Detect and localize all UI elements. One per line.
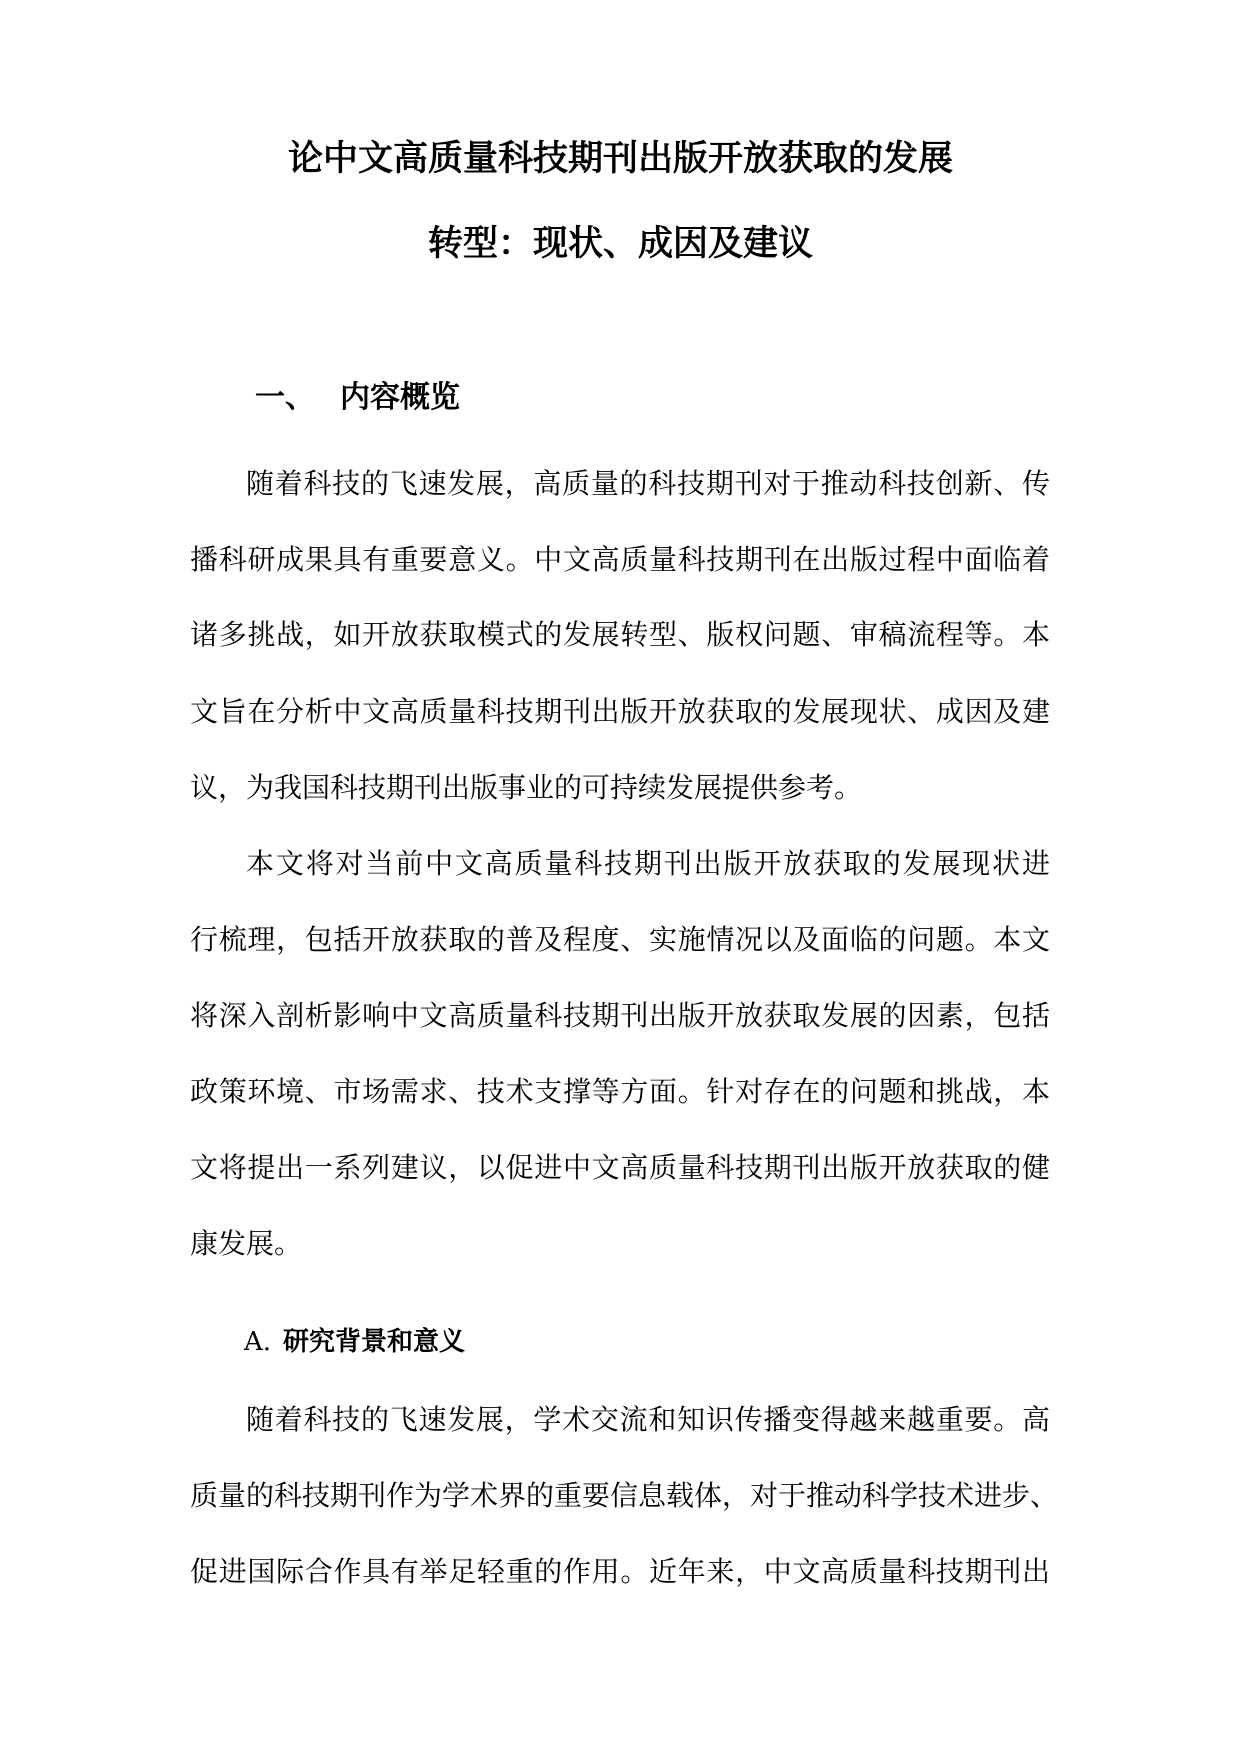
subsection-heading: [244, 1324, 465, 1360]
document-title-line-1: 论中文高质量科技期刊出版开放获取的发展: [287, 139, 953, 179]
document-title-line-2: 转型：现状、成因及建议: [427, 224, 813, 264]
paragraph-line: 议，为我国科技期刊出版事业的可持续发展提供参考。: [190, 771, 863, 804]
paragraph-line: 文将提出一系列建议，以促进中文高质量科技期刊出版开放获取的健: [190, 1151, 1050, 1184]
paragraph-line: 播科研成果具有重要意义。中文高质量科技期刊在出版过程中面临着: [190, 543, 1050, 576]
paragraph-line: 本文将对当前中文高质量科技期刊出版开放获取的发展现状进: [246, 847, 1050, 880]
paragraph-line: 诸多挑战，如开放获取模式的发展转型、版权问题、审稿流程等。本: [190, 618, 1050, 651]
paragraph-line: 康发展。: [190, 1227, 303, 1260]
section-number: 一、: [255, 380, 315, 415]
section-title: 内容概览: [340, 380, 460, 415]
paragraph-line: 将深入剖析影响中文高质量科技期刊出版开放获取发展的因素，包括: [190, 999, 1050, 1032]
paragraph-line: 质量的科技期刊作为学术界的重要信息载体，对于推动科学技术进步、: [190, 1479, 1059, 1512]
paragraph-line: 文旨在分析中文高质量科技期刊出版开放获取的发展现状、成因及建: [190, 695, 1050, 728]
section-heading: [255, 378, 460, 418]
subsection-number: A.: [244, 1327, 272, 1357]
paragraph-line: 随着科技的飞速发展，学术交流和知识传播变得越来越重要。高: [246, 1403, 1050, 1436]
paragraph-line: 行梳理，包括开放获取的普及程度、实施情况以及面临的问题。本文: [190, 923, 1050, 956]
paragraph-line: 随着科技的飞速发展，高质量的科技期刊对于推动科技创新、传: [246, 467, 1050, 500]
paragraph-line: 政策环境、市场需求、技术支撑等方面。针对存在的问题和挑战，本: [190, 1075, 1050, 1108]
paragraph-line: 促进国际合作具有举足轻重的作用。近年来，中文高质量科技期刊出: [190, 1555, 1050, 1588]
subsection-title: 研究背景和意义: [283, 1327, 466, 1357]
